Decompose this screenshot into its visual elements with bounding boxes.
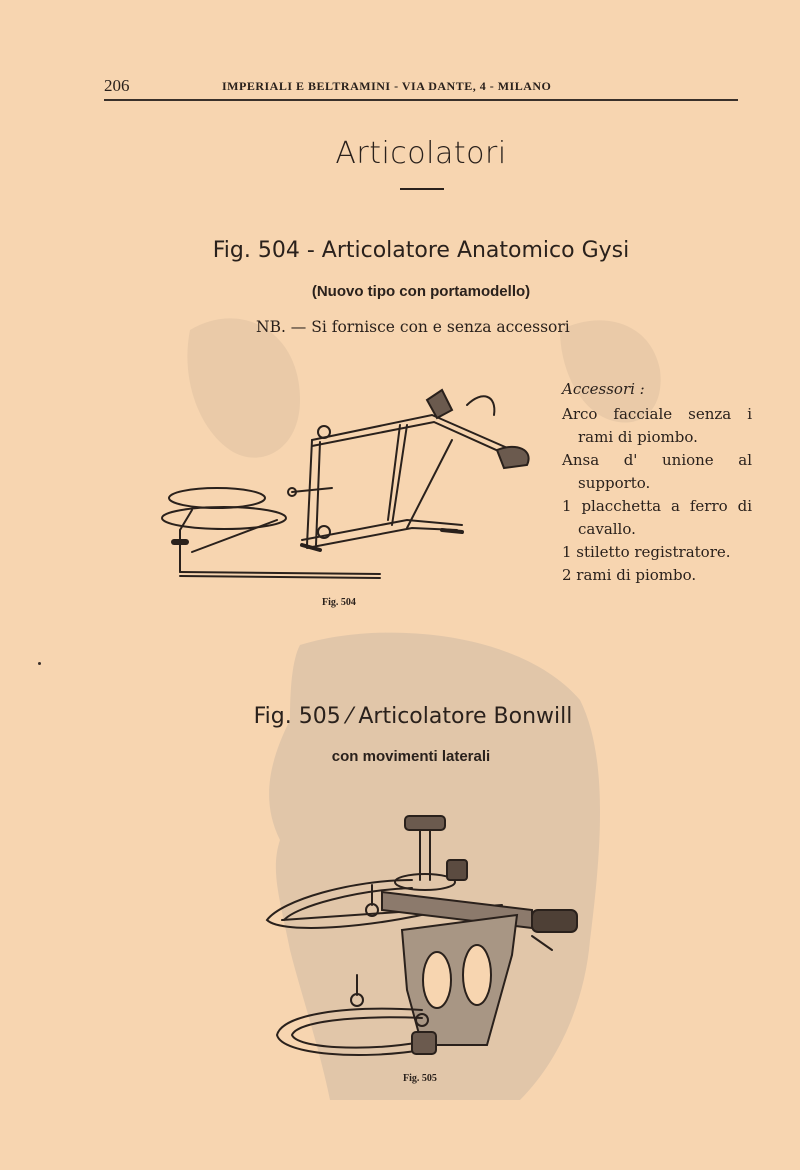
title-rule <box>400 188 444 190</box>
fig505-subtitle: con movimenti laterali <box>331 748 491 765</box>
header-rule <box>104 99 738 101</box>
fig505-caption: Fig. 505 <box>403 1073 437 1084</box>
page-number: 206 <box>104 76 130 95</box>
bonwill-articulator-illustration <box>262 810 592 1065</box>
section-title: Articolatori <box>335 136 507 171</box>
fig504-title: Fig. 504 - Articolatore Anatomico Gysi <box>212 238 630 263</box>
margin-mark <box>38 662 41 665</box>
accessory-item: 2 rami di piombo. <box>562 566 697 584</box>
fig504-caption: Fig. 504 <box>322 597 356 608</box>
accessories-heading: Accessori : <box>562 380 645 398</box>
gysi-articulator-illustration <box>152 380 542 590</box>
fig504-note: NB. — Si fornisce con e senza accessori <box>256 318 570 336</box>
accessory-item: Ansa d' unione al supporto. <box>562 451 752 492</box>
running-head: IMPERIALI E BELTRAMINI - VIA DANTE, 4 - MILANO <box>222 79 552 93</box>
fig504-subtitle: (Nuovo tipo con portamodello) <box>311 283 531 300</box>
accessory-item: Arco facciale senza i rami di piombo. <box>562 405 752 446</box>
accessory-item: 1 placchetta a ferro di cavallo. <box>562 497 752 538</box>
accessory-item: 1 stiletto registratore. <box>562 543 731 561</box>
accessories-list <box>562 378 752 587</box>
fig505-title: Fig. 505 ⁄ Articolatore Bonwill <box>253 704 573 729</box>
